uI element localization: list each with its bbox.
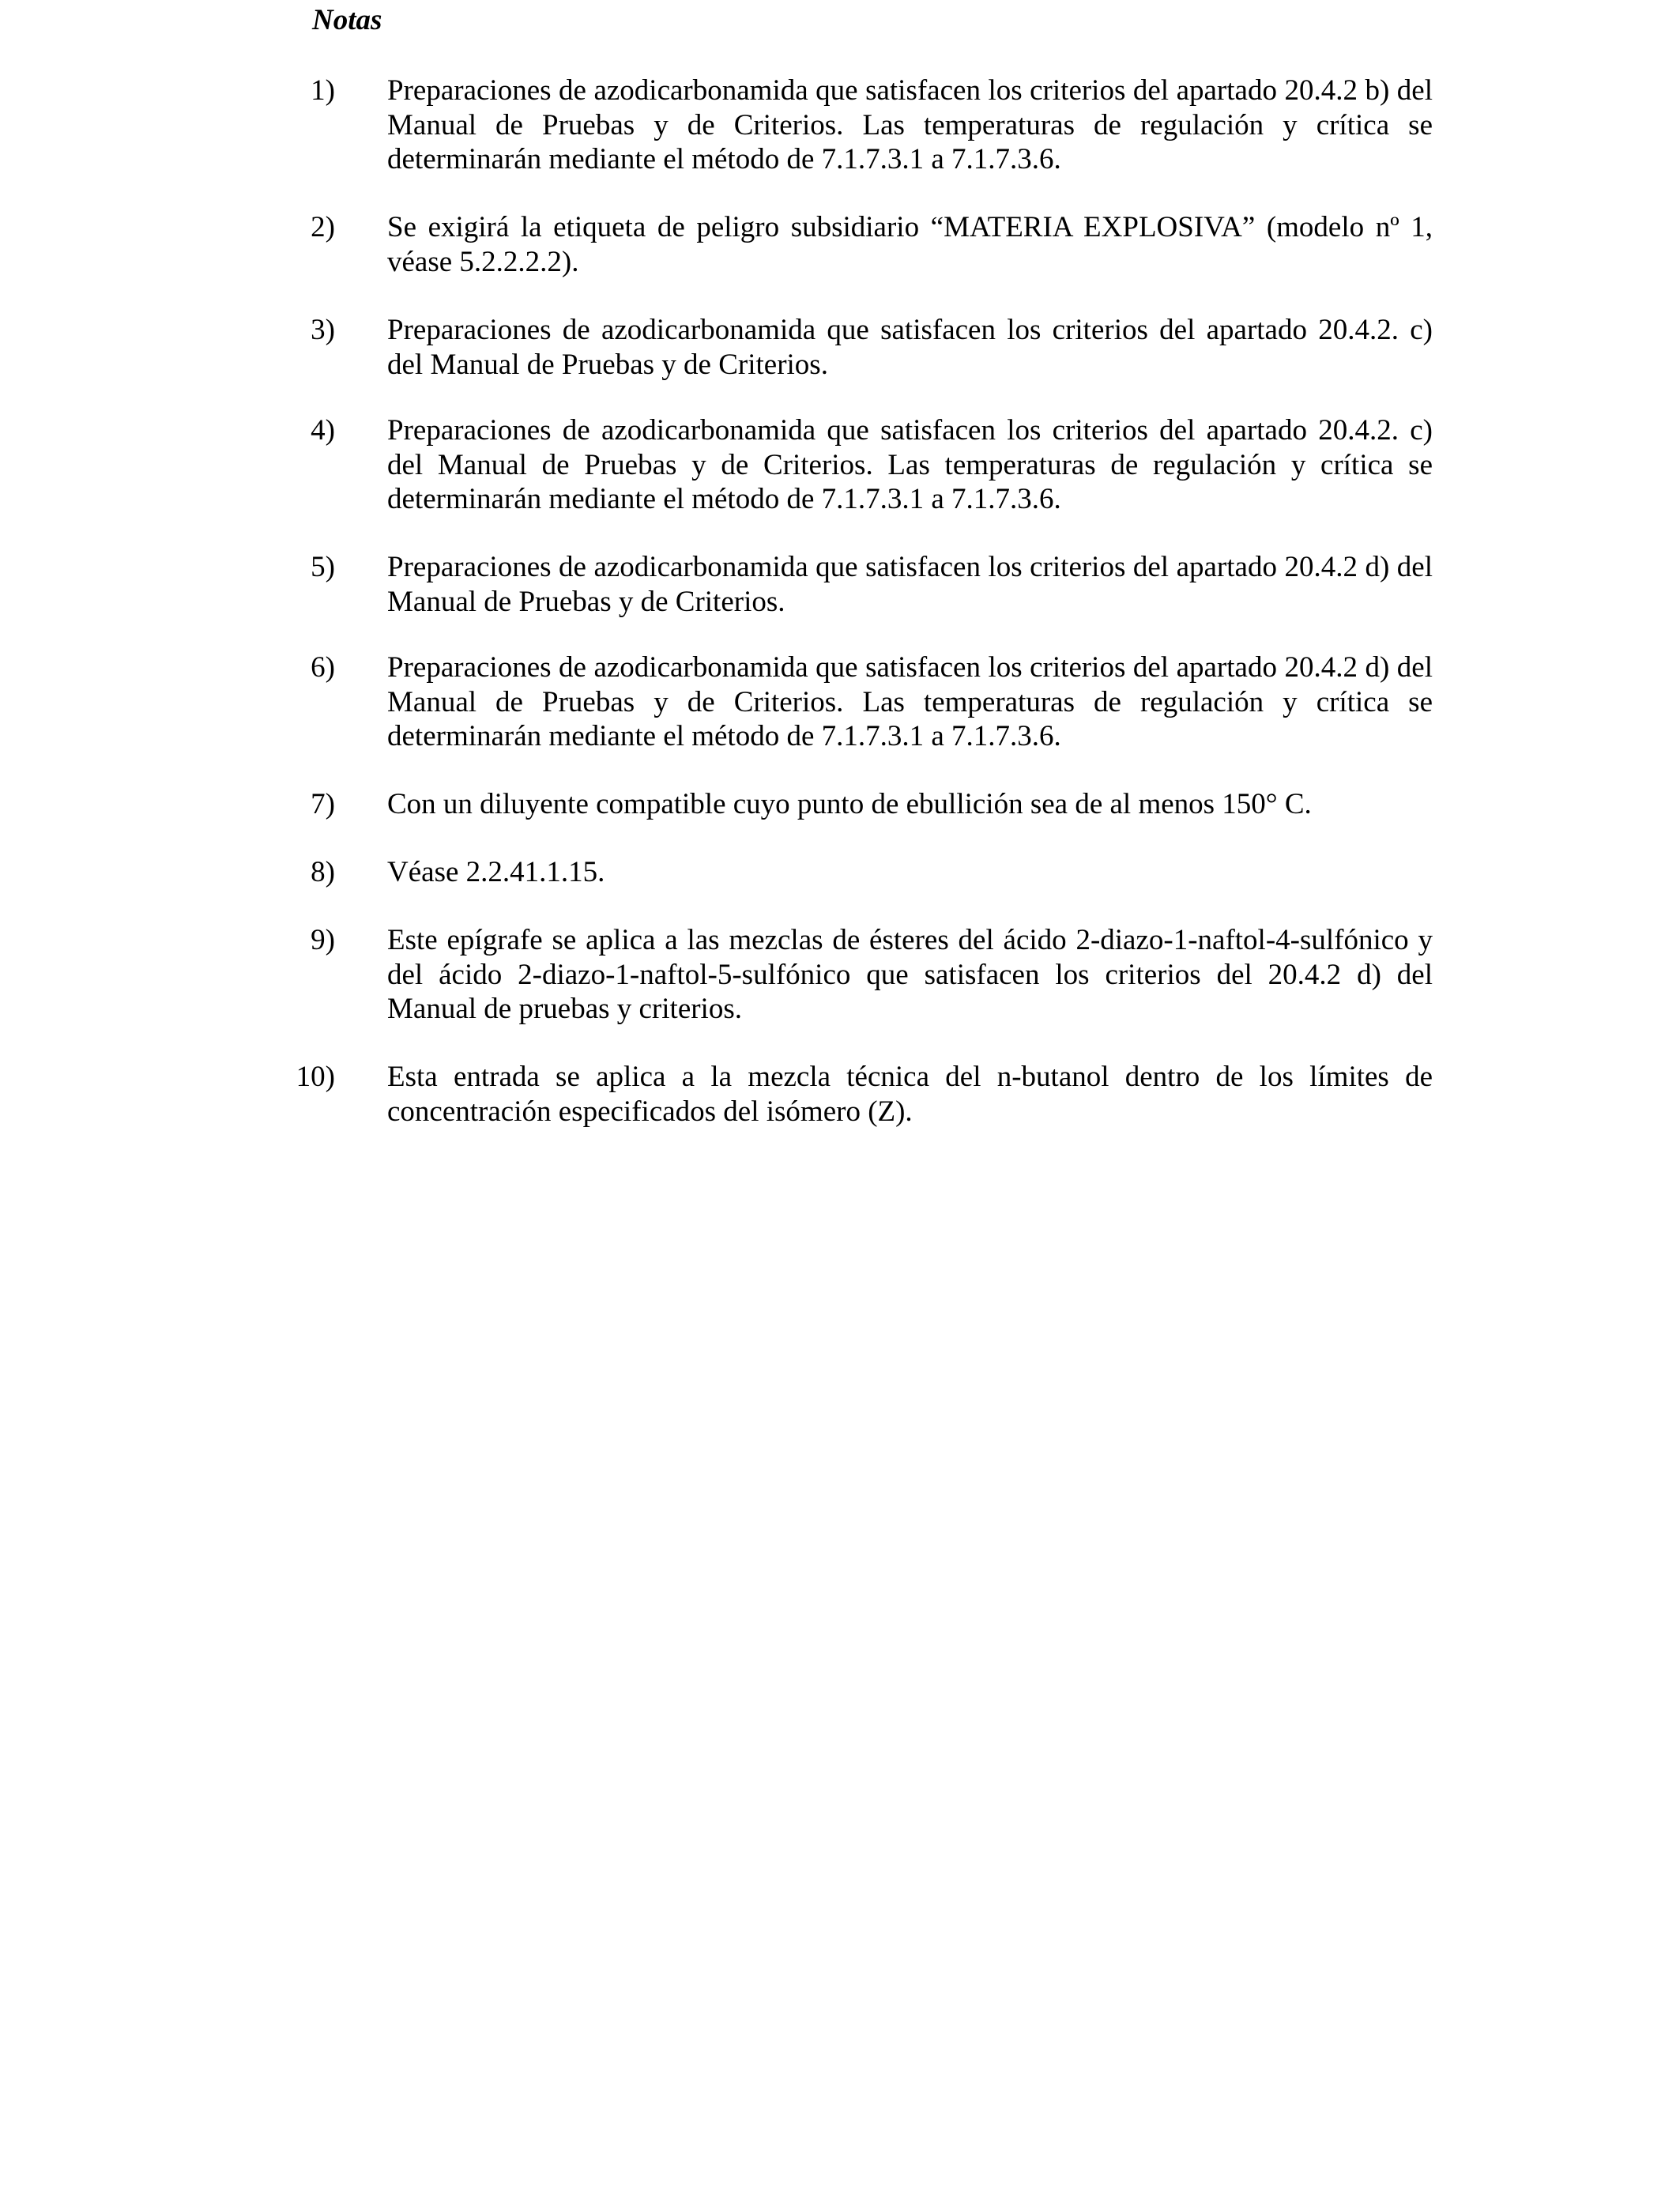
note-number: 8)	[311, 856, 335, 888]
note-number: 4)	[311, 414, 335, 447]
note-number: 5)	[311, 551, 335, 583]
note-number: 3)	[311, 314, 335, 346]
note-text: Esta entrada se aplica a la mezcla técnica del n-butanol dentro de los límites de concentración especificados del isómero (Z).	[387, 1061, 1433, 1128]
note-number: 6)	[311, 651, 335, 684]
note-number: 7)	[311, 788, 335, 820]
note-text: Preparaciones de azodicarbonamida que satisfacen los criterios del apartado 20.4.2. c) del Manual de Pruebas y de Criterios.	[387, 314, 1433, 381]
notes-heading: Notas	[312, 4, 382, 36]
note-number: 2)	[311, 211, 335, 243]
note-number: 10)	[296, 1061, 335, 1093]
note-text: Preparaciones de azodicarbonamida que satisfacen los criterios del apartado 20.4.2 d) del Manual de Pruebas y de Criterios.	[387, 551, 1433, 618]
note-text: Preparaciones de azodicarbonamida que satisfacen los criterios del apartado 20.4.2. c) del Manual de Pruebas y de Criterios. Las temperaturas de regulación y crítica se determinarán mediante el método de 7.1.7.3.1 a 7.1.7.3.6.	[387, 414, 1433, 515]
note-number: 9)	[311, 924, 335, 956]
note-text: Véase 2.2.41.1.15.	[387, 856, 605, 888]
note-text: Preparaciones de azodicarbonamida que satisfacen los criterios del apartado 20.4.2 b) del Manual de Pruebas y de Criterios. Las temperaturas de regulación y crítica se determinarán mediante el método de 7.1.7.3.1 a 7.1.7.3.6.	[387, 74, 1433, 175]
note-number: 1)	[311, 74, 335, 107]
note-text: Con un diluyente compatible cuyo punto de ebullición sea de al menos 150° C.	[387, 788, 1312, 820]
note-text: Este epígrafe se aplica a las mezclas de ésteres del ácido 2-diazo-1-naftol-4-sulfónico y del ácido 2-diazo-1-naftol-5-sulfónico que satisfacen los criterios del 20.4.2 d) del Manual de pruebas y criterios.	[387, 924, 1433, 1025]
note-text: Se exigirá la etiqueta de peligro subsidiario “MATERIA EXPLOSIVA” (modelo nº 1, véase 5.2.2.2.2).	[387, 211, 1433, 278]
note-text: Preparaciones de azodicarbonamida que satisfacen los criterios del apartado 20.4.2 d) del Manual de Pruebas y de Criterios. Las temperaturas de regulación y crítica se determinarán mediante el método de 7.1.7.3.1 a 7.1.7.3.6.	[387, 651, 1433, 752]
